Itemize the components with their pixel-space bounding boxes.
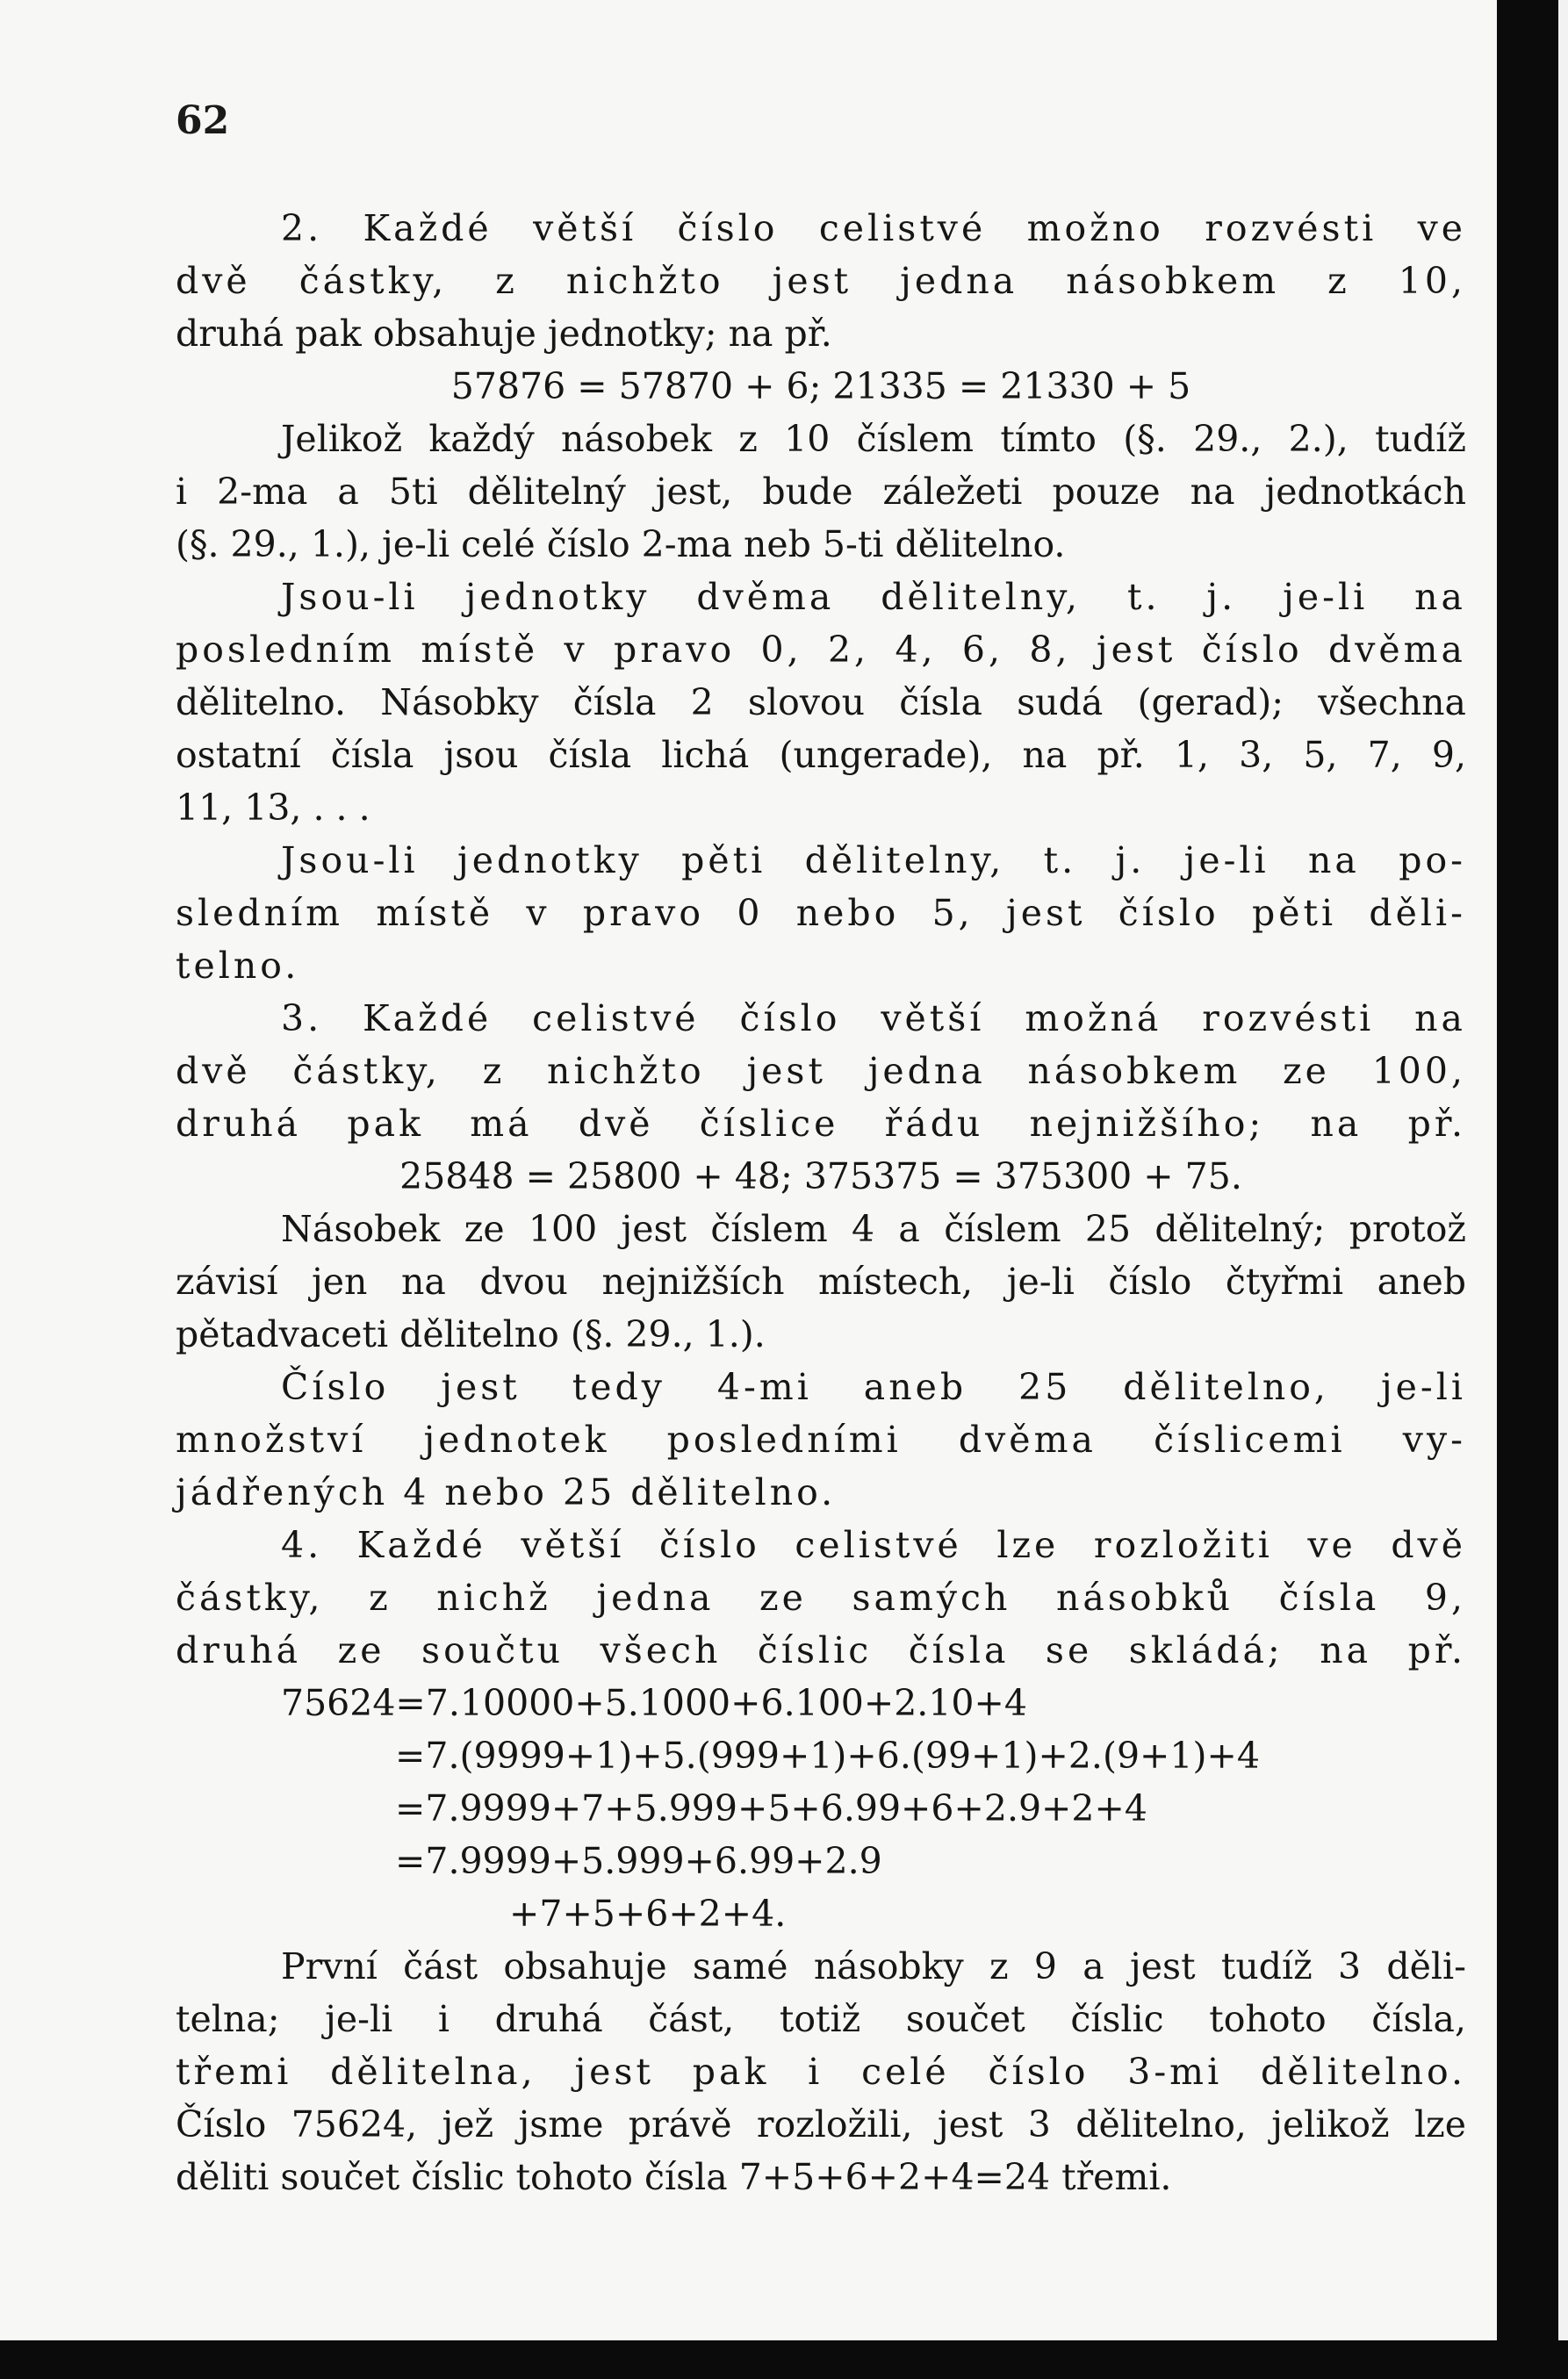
text-line: Jsou-li jednotky pěti dělitelny, t. j. je-li na po- (281, 839, 1466, 881)
text-line: třemi dělitelna, jest pak i celé číslo 3-mi dělitelno. (176, 2051, 1466, 2093)
equation-line: =7.(9999+1)+5.(999+1)+6.(99+1)+2.(9+1)+4 (395, 1735, 1260, 1777)
text-line: posledním místě v pravo 0, 2, 4, 6, 8, jest číslo dvěma (176, 629, 1466, 671)
text-line: Číslo jest tedy 4-mi aneb 25 dělitelno, je-li (281, 1366, 1466, 1408)
text-line: ostatní čísla jsou čísla lichá (ungerade), na př. 1, 3, 5, 7, 9, (176, 734, 1466, 776)
text-line: jádřených 4 nebo 25 dělitelno. (176, 1471, 837, 1513)
page-text (176, 202, 1466, 2203)
equation-line: 57876 = 57870 + 6; 21335 = 21330 + 5 (450, 365, 1191, 407)
text-line: Číslo 75624, jež jsme právě rozložili, jest 3 dělitelno, jelikož lze (176, 2103, 1466, 2145)
equation-line: 25848 = 25800 + 48; 375375 = 375300 + 75. (399, 1155, 1242, 1197)
scan-border-bottom (0, 2340, 1568, 2379)
text-line: 2. Každé větší číslo celistvé možno rozvésti ve (281, 207, 1466, 249)
text-line: dvě částky, z nichžto jest jedna násobkem ze 100, (176, 1050, 1466, 1092)
scan-edge-strip (1558, 0, 1568, 2379)
text-line: množství jednotek posledními dvěma číslicemi vy- (176, 1419, 1466, 1461)
text-line: První část obsahuje samé násobky z 9 a jest tudíž 3 děli- (281, 1945, 1466, 1987)
text-line: druhá ze součtu všech číslic čísla se skládá; na př. (176, 1629, 1466, 1671)
text-line: Jelikož každý násobek z 10 číslem tímto (§. 29., 2.), tudíž (281, 418, 1466, 460)
page-number: 62 (176, 98, 230, 143)
equation-line: =7.9999+7+5.999+5+6.99+6+2.9+2+4 (395, 1787, 1147, 1829)
text-line: druhá pak obsahuje jednotky; na př. (176, 313, 832, 355)
text-line: telna; je-li i druhá část, totiž součet číslic tohoto čísla, (176, 1998, 1466, 2040)
text-line: 3. Každé celistvé číslo větší možná rozvésti na (281, 997, 1466, 1039)
text-line: druhá pak má dvě číslice řádu nejnižšího; na př. (176, 1103, 1466, 1145)
text-line: částky, z nichž jedna ze samých násobků čísla 9, (176, 1577, 1466, 1619)
text-line: i 2-ma a 5ti dělitelný jest, bude záležeti pouze na jednotkách (176, 471, 1466, 513)
text-line: sledním místě v pravo 0 nebo 5, jest číslo pěti děli- (176, 892, 1466, 934)
text-line: dvě částky, z nichžto jest jedna násobkem z 10, (176, 260, 1466, 302)
text-line: děliti součet číslic tohoto čísla 7+5+6+2+4=24 třemi. (176, 2156, 1172, 2198)
equation-line: =7.9999+5.999+6.99+2.9 (395, 1840, 882, 1882)
text-line: Jsou-li jednotky dvěma dělitelny, t. j. je-li na (281, 576, 1466, 618)
text-line: 11, 13, . . . (176, 787, 370, 829)
text-line: telno. (176, 945, 300, 987)
scan-border-right (1497, 0, 1558, 2379)
equation-line: 75624=7.10000+5.1000+6.100+2.10+4 (281, 1682, 1027, 1724)
text-line: Násobek ze 100 jest číslem 4 a číslem 25 dělitelný; protož (281, 1208, 1466, 1250)
text-line: pětadvaceti dělitelno (§. 29., 1.). (176, 1313, 766, 1355)
text-line: závisí jen na dvou nejnižších místech, je-li číslo čtyřmi aneb (176, 1261, 1466, 1303)
equation-line: +7+5+6+2+4. (509, 1893, 787, 1935)
text-line: 4. Každé větší číslo celistvé lze rozložiti ve dvě (281, 1524, 1466, 1566)
text-line: (§. 29., 1.), je-li celé číslo 2-ma neb 5-ti dělitelno. (176, 523, 1066, 565)
text-line: dělitelno. Násobky čísla 2 slovou čísla sudá (gerad); všechna (176, 681, 1466, 723)
